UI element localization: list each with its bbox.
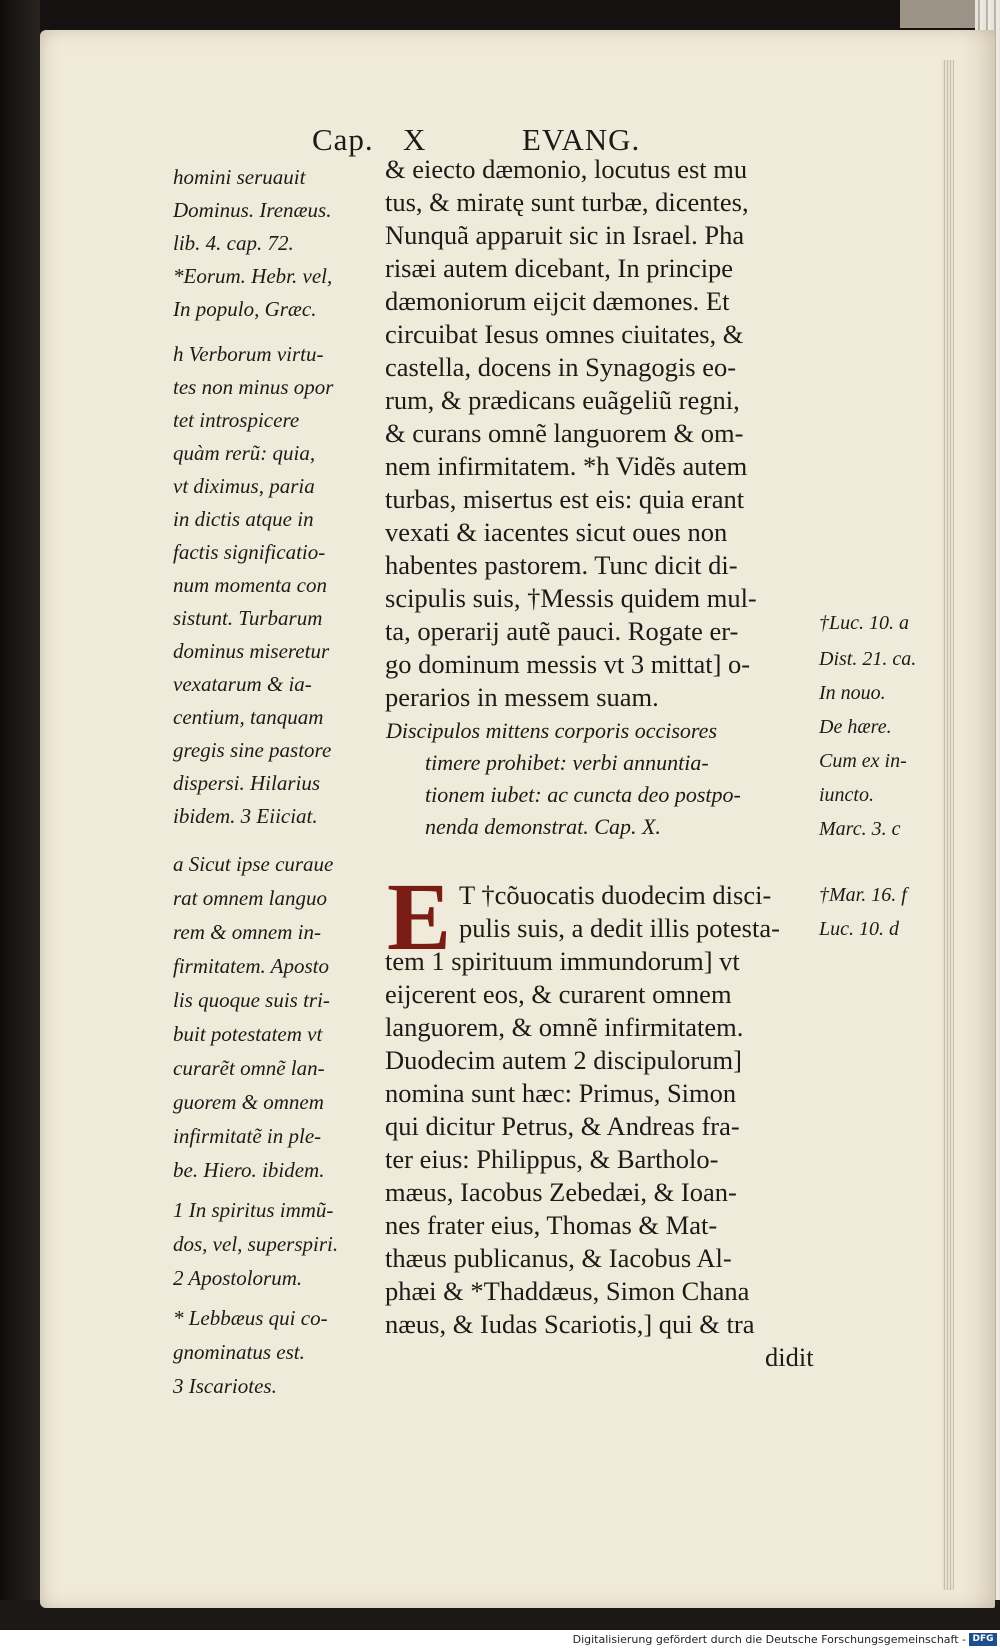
margin-reference: †Luc. 10. a: [819, 612, 909, 634]
margin-note-line: dos, vel, superspiri.: [173, 1232, 339, 1256]
text-line: habentes pastorem. Tunc dicit di-: [385, 550, 738, 580]
text-line: nem infirmitatem. *h Vidẽs autem: [385, 451, 748, 481]
text-line: ter eius: Philippus, & Bartholo-: [385, 1144, 719, 1174]
text-line: eijcerent eos, & curarent omnem: [385, 979, 732, 1009]
margin-note-line: homini seruauit: [173, 165, 306, 189]
margin-note-line: 3 Iscariotes.: [173, 1374, 277, 1398]
margin-note-line: vexatarum & ia-: [173, 672, 312, 696]
margin-note-line: num momenta con: [173, 573, 327, 597]
margin-note-line: gnominatus est.: [173, 1340, 305, 1364]
text-line: tus, & miratę sunt turbæ, dicentes,: [385, 187, 749, 217]
margin-reference: iuncto.: [819, 784, 874, 806]
text-line: pulis suis, a dedit illis potesta-: [459, 913, 780, 943]
margin-reference: †Mar. 16. f: [819, 884, 907, 906]
text-line: Nunquã apparuit sic in Israel. Pha: [385, 220, 745, 250]
margin-note-line: a Sicut ipse curaue: [173, 852, 334, 876]
margin-note-line: sistunt. Turbarum: [173, 606, 323, 630]
catchword: didit: [765, 1342, 814, 1372]
text-line: Duodecim autem 2 discipulorum]: [385, 1045, 742, 1075]
text-line: & eiecto dæmonio, locutus est mu: [385, 154, 748, 184]
margin-note-line: firmitatem. Aposto: [173, 954, 329, 978]
summary-line: timere prohibet: verbi annuntia-: [425, 750, 709, 775]
margin-note-line: * Lebbæus qui co-: [173, 1306, 328, 1330]
funding-credit: Digitalisierung gefördert durch die Deutsche Forschungsgemeinschaft -: [572, 1633, 966, 1646]
margin-note-line: centium, tanquam: [173, 705, 324, 729]
text-line: languorem, & omnẽ infirmitatem.: [385, 1012, 744, 1042]
text-line: ta, operarij autẽ pauci. Rogate er-: [385, 616, 739, 646]
text-line: castella, docens in Synagogis eo-: [385, 352, 737, 382]
running-title: EVANG.: [522, 122, 641, 157]
scan-background-left: [0, 0, 40, 1649]
margin-note-line: factis significatio-: [173, 540, 326, 564]
margin-note-line: tet introspicere: [173, 408, 300, 432]
margin-note-line: infirmitatẽ in ple-: [173, 1124, 322, 1148]
margin-note-line: gregis sine pastore: [173, 738, 332, 762]
text-line: qui dicitur Petrus, & Andreas fra-: [385, 1111, 740, 1141]
margin-reference: Dist. 21. ca.: [819, 648, 917, 670]
margin-note-line: buit potestatem vt: [173, 1022, 323, 1046]
text-line: scipulis suis, †Messis quidem mul-: [385, 583, 757, 613]
text-line: perarios in messem suam.: [385, 682, 659, 712]
margin-note-line: rat omnem languo: [173, 886, 327, 910]
margin-note-line: lib. 4. cap. 72.: [173, 231, 294, 255]
margin-note-line: 1 In spiritus immũ-: [173, 1198, 334, 1222]
summary-line: Discipulos mittens corporis occisores: [386, 718, 717, 743]
text-line: turbas, misertus est eis: quia erant: [385, 484, 745, 514]
text-line: tem 1 spirituum immundorum] vt: [385, 946, 740, 976]
text-line: dæmoniorum eijcit dæmones. Et: [385, 286, 730, 316]
text-line: nomina sunt hæc: Primus, Simon: [385, 1078, 737, 1108]
margin-note-line: guorem & omnem: [173, 1090, 324, 1114]
text-line: phæi & *Thaddæus, Simon Chana: [385, 1276, 750, 1306]
text-line: & curans omnẽ languorem & om-: [385, 418, 744, 448]
digitization-footer: [0, 1630, 1000, 1649]
text-line: mæus, Iacobus Zebedæi, & Ioan-: [385, 1177, 737, 1207]
text-line: T †cõuocatis duodecim disci-: [459, 880, 772, 910]
summary-line: tionem iubet: ac cuncta deo postpo-: [425, 782, 741, 807]
summary-line: nenda demonstrat. Cap. X.: [425, 814, 661, 839]
margin-note-line: rem & omnem in-: [173, 920, 321, 944]
margin-reference: De hære.: [819, 716, 892, 738]
margin-note-line: dominus miseretur: [173, 639, 330, 663]
margin-note-line: be. Hiero. ibidem.: [173, 1158, 325, 1182]
text-line: go dominum messis vt 3 mittat] o-: [385, 649, 751, 679]
margin-reference: In nouo.: [819, 682, 886, 704]
margin-reference: Cum ex in-: [819, 750, 907, 772]
margin-note-line: ibidem. 3 Eiiciat.: [173, 804, 318, 828]
margin-note-line: Dominus. Irenæus.: [173, 198, 332, 222]
margin-note-line: tes non minus opor: [173, 375, 334, 399]
drop-cap: E: [387, 863, 452, 970]
margin-note-line: *Eorum. Hebr. vel,: [173, 264, 333, 288]
margin-note-line: quàm rerũ: quia,: [173, 441, 316, 465]
text-line: vexati & iacentes sicut oues non: [385, 517, 728, 547]
text-line: rum, & prædicans euãgeliũ regni,: [385, 385, 740, 415]
margin-note-line: in dictis atque in: [173, 507, 314, 531]
text-line: thæus publicanus, & Iacobus Al-: [385, 1243, 732, 1273]
text-line: nes frater eius, Thomas & Mat-: [385, 1210, 718, 1240]
margin-note-line: h Verborum virtu-: [173, 342, 324, 366]
chapter-label: Cap.: [312, 122, 374, 157]
margin-note-line: dispersi. Hilarius: [173, 771, 321, 795]
dfg-logo: DFG: [969, 1633, 997, 1646]
margin-note-line: 2 Apostolorum.: [173, 1266, 303, 1290]
margin-reference: Marc. 3. c: [819, 818, 901, 840]
margin-note-line: In populo, Græc.: [173, 297, 317, 321]
text-line: næus, & Iudas Scariotis,] qui & tra: [385, 1309, 755, 1339]
margin-reference: Luc. 10. d: [819, 918, 899, 940]
margin-note-line: vt diximus, paria: [173, 474, 315, 498]
margin-note-line: lis quoque suis tri-: [173, 988, 330, 1012]
text-line: risæi autem dicebant, In principe: [385, 253, 734, 283]
margin-note-line: curarẽt omnẽ lan-: [173, 1056, 325, 1080]
text-line: circuibat Iesus omnes ciuitates, &: [385, 319, 744, 349]
chapter-numeral: X: [403, 122, 427, 157]
